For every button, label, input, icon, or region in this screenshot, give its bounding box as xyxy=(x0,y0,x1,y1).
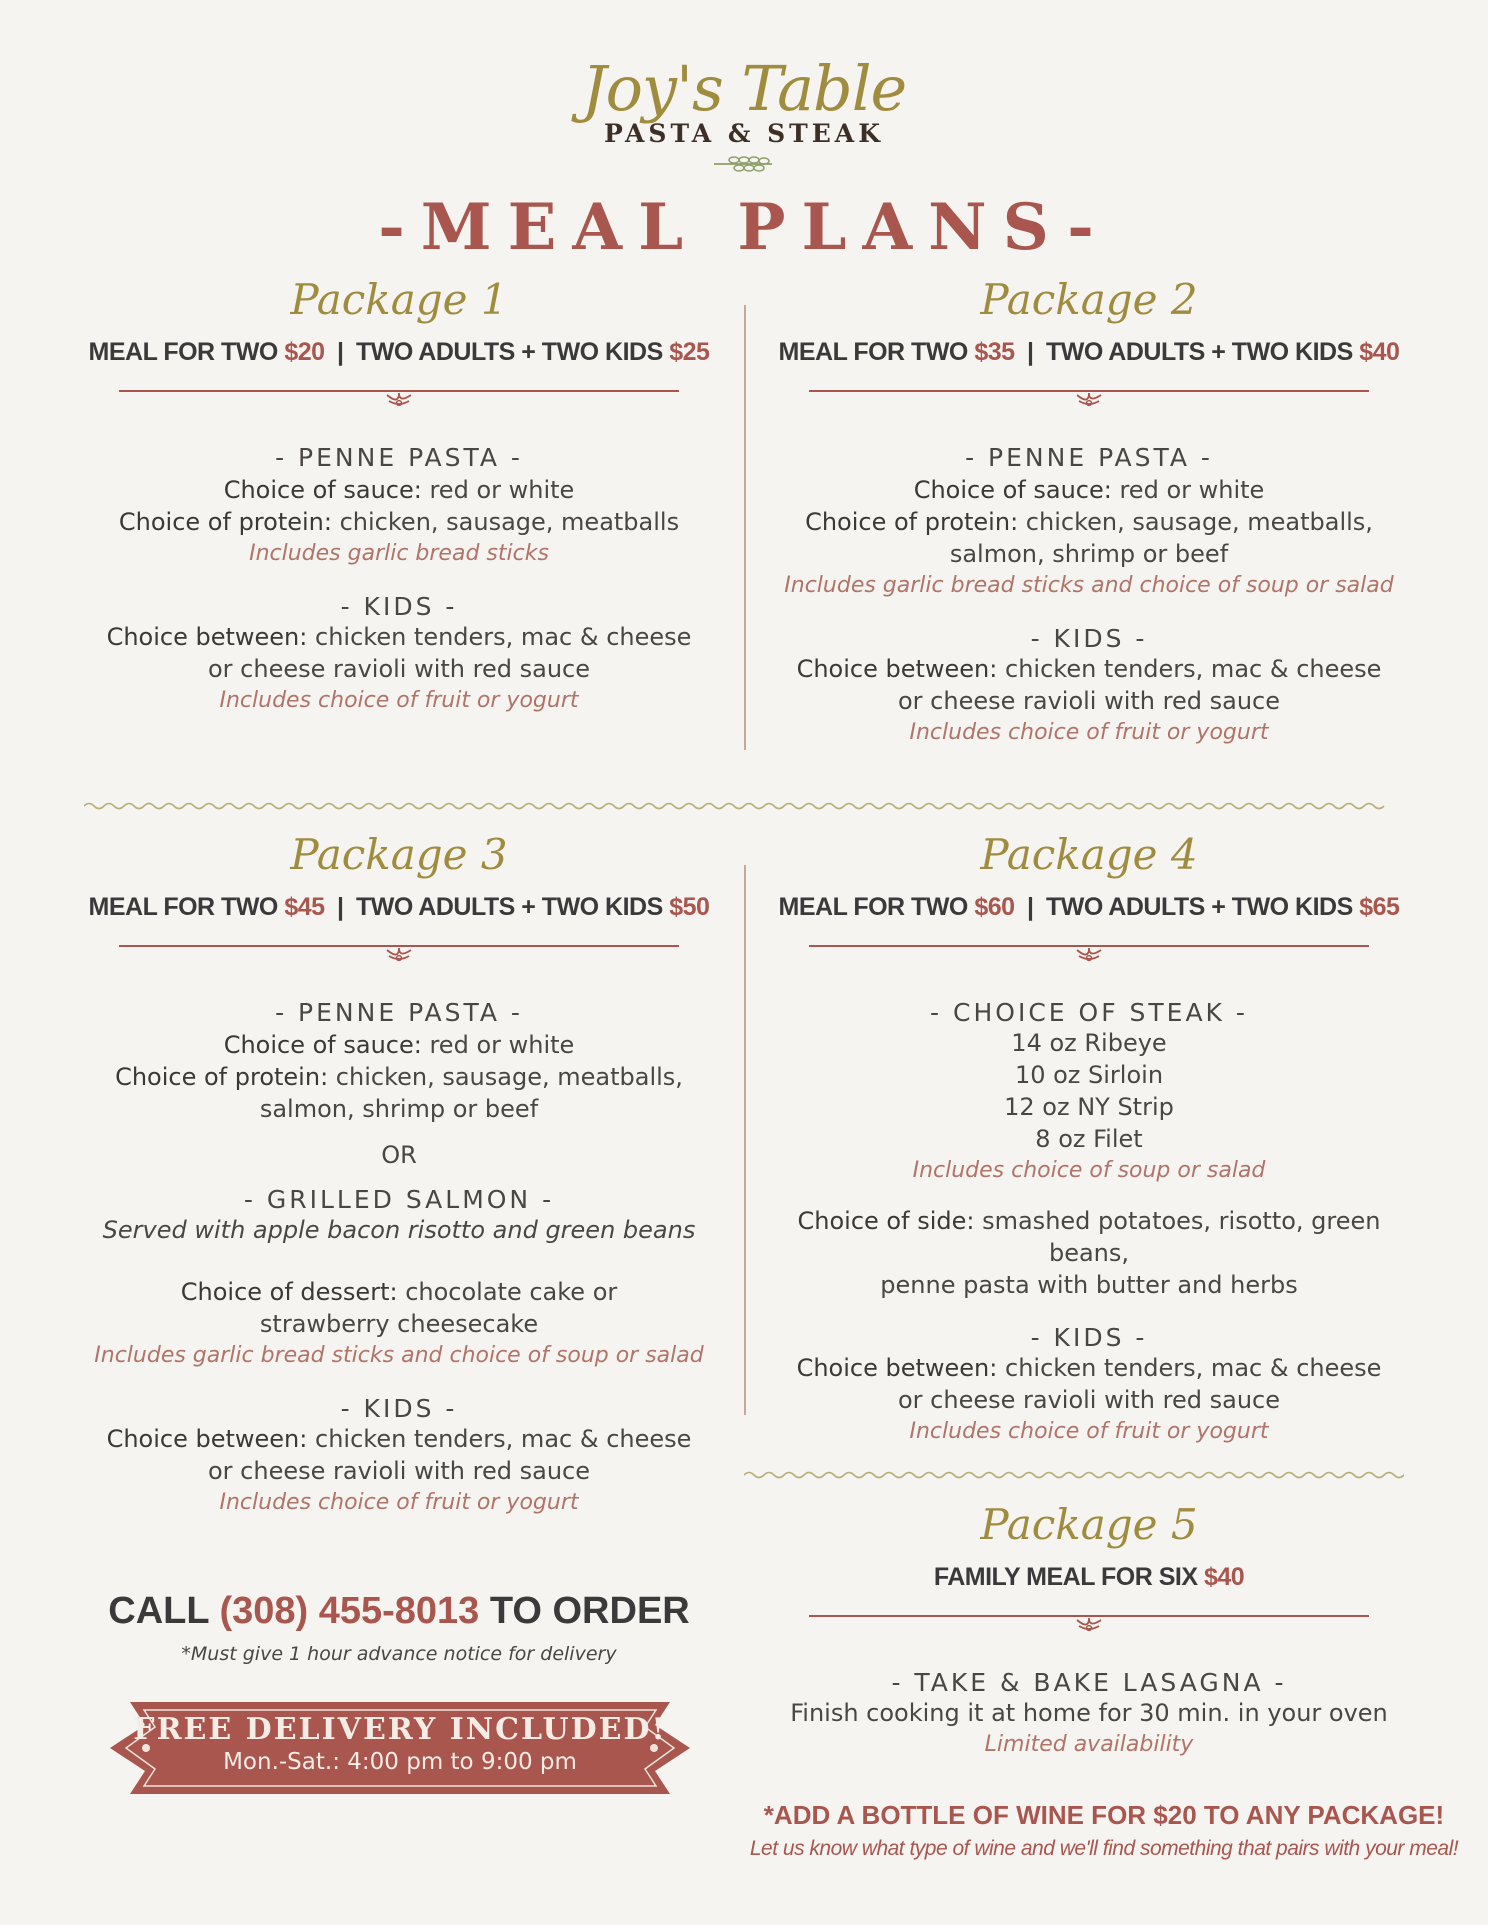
ornament-divider xyxy=(809,1610,1369,1634)
menu-line: Choice of protein: chicken, sausage, meatballs xyxy=(118,508,680,536)
price-line: MEAL FOR TWO $20 | TWO ADULTS + TWO KIDS $25 xyxy=(88,338,710,366)
section-heading: - KIDS - xyxy=(340,592,458,621)
price-line: MEAL FOR TWO $45 | TWO ADULTS + TWO KIDS $50 xyxy=(88,893,710,921)
phone-number[interactable]: (308) 455-8013 xyxy=(219,1590,480,1632)
page-title: -MEAL PLANS- xyxy=(378,190,1110,265)
section-heading: - PENNE PASTA - xyxy=(275,998,523,1027)
package-1 xyxy=(84,275,714,717)
logo-name: Joy's Table xyxy=(581,52,907,125)
menu-line: Finish cooking it at home for 30 min. in your oven xyxy=(790,1699,1388,1727)
price-value: $35 xyxy=(974,338,1015,366)
menu-line: Choice of sauce: red or white xyxy=(223,1031,575,1059)
package-title: Package 3 xyxy=(290,830,508,879)
column-divider-bottom xyxy=(744,865,746,1415)
menu-note: Includes choice of soup or salad xyxy=(912,1158,1266,1183)
menu-line: strawberry cheesecake xyxy=(259,1310,539,1338)
price-label: MEAL FOR TWO xyxy=(778,338,968,366)
menu-line: Choice between: chicken tenders, mac & cheese xyxy=(106,623,692,651)
menu-line: Choice of protein: chicken, sausage, meatballs, xyxy=(805,508,1373,536)
menu-line: Choice of sauce: red or white xyxy=(913,476,1265,504)
package-title: Package 5 xyxy=(980,1500,1198,1549)
price-value: $20 xyxy=(284,338,325,366)
menu-note: Limited availability xyxy=(984,1732,1194,1757)
price-label: MEAL FOR TWO xyxy=(88,338,278,366)
menu-line: Choice of protein: chicken, sausage, meatballs, xyxy=(115,1063,683,1091)
section-heading: - GRILLED SALMON - xyxy=(243,1185,555,1214)
price-label: TWO ADULTS + TWO KIDS xyxy=(1045,893,1353,921)
menu-line: Choice of side: smashed potatoes, risotto, green beans, xyxy=(797,1207,1381,1267)
section-heading: - PENNE PASTA - xyxy=(275,443,523,472)
price-label: MEAL FOR TWO xyxy=(88,893,278,921)
ornament-divider xyxy=(809,385,1369,409)
price-label: MEAL FOR TWO xyxy=(778,893,968,921)
price-line: MEAL FOR TWO $60 | TWO ADULTS + TWO KIDS $65 xyxy=(778,893,1400,921)
menu-line: Choice of dessert: chocolate cake or xyxy=(180,1278,618,1306)
price-value: $45 xyxy=(284,893,325,921)
call-prefix: CALL xyxy=(108,1590,209,1632)
package-title: Package 4 xyxy=(980,830,1198,879)
price-label: FAMILY MEAL FOR SIX xyxy=(933,1563,1198,1591)
menu-note: Includes garlic bread sticks xyxy=(249,541,549,566)
price-value: $40 xyxy=(1359,338,1400,366)
steak-item: 14 oz Ribeye xyxy=(1011,1029,1167,1057)
price-label: TWO ADULTS + TWO KIDS xyxy=(1045,338,1353,366)
package-title: Package 1 xyxy=(290,275,508,324)
leaf-sprig-icon xyxy=(712,154,776,172)
menu-line: or cheese ravioli with red sauce xyxy=(207,1457,590,1485)
menu-note: Includes choice of fruit or yogurt xyxy=(909,720,1269,745)
advance-notice: *Must give 1 hour advance notice for delivery xyxy=(181,1643,617,1665)
menu-line: penne pasta with butter and herbs xyxy=(880,1271,1298,1299)
price-line: MEAL FOR TWO $35 | TWO ADULTS + TWO KIDS $40 xyxy=(778,338,1400,366)
menu-line: Choice of sauce: red or white xyxy=(223,476,575,504)
package-2 xyxy=(774,275,1404,749)
menu-line: Choice between: chicken tenders, mac & cheese xyxy=(796,655,1382,683)
menu-note: Includes choice of fruit or yogurt xyxy=(909,1419,1269,1444)
menu-line: Served with apple bacon risotto and green beans xyxy=(102,1216,696,1244)
steak-item: 12 oz NY Strip xyxy=(1004,1093,1174,1121)
banner-hours: Mon.-Sat.: 4:00 pm to 9:00 pm xyxy=(223,1749,577,1775)
price-line xyxy=(774,1563,1404,1592)
section-heading: - KIDS - xyxy=(340,1394,458,1423)
column-divider-top xyxy=(744,305,746,750)
wine-promo xyxy=(744,1800,1464,1861)
wine-headline: *ADD A BOTTLE OF WINE FOR $20 TO ANY PACKAGE! xyxy=(763,1800,1445,1830)
banner-title: FREE DELIVERY INCLUDED! xyxy=(133,1712,667,1747)
package-3 xyxy=(84,830,714,1519)
steak-item: 10 oz Sirloin xyxy=(1014,1061,1164,1089)
call-line xyxy=(84,1590,714,1633)
section-heading: - TAKE & BAKE LASAGNA - xyxy=(891,1668,1287,1697)
section-heading: - PENNE PASTA - xyxy=(965,443,1213,472)
menu-line: or cheese ravioli with red sauce xyxy=(897,1386,1280,1414)
menu-note: Includes choice of fruit or yogurt xyxy=(219,1490,579,1515)
delivery-banner xyxy=(110,1702,690,1794)
menu-line: or cheese ravioli with red sauce xyxy=(897,687,1280,715)
call-to-order xyxy=(84,1590,714,1665)
menu-note: Includes choice of fruit or yogurt xyxy=(219,688,579,713)
wine-note: Let us know what type of wine and we'll find something that pairs with your meal! xyxy=(749,1837,1459,1860)
call-suffix: TO ORDER xyxy=(489,1590,690,1632)
package-title: Package 2 xyxy=(980,275,1198,324)
logo-tagline: PASTA & STEAK xyxy=(604,119,884,148)
menu-line: Choice between: chicken tenders, mac & cheese xyxy=(796,1354,1382,1382)
menu-line: Choice between: chicken tenders, mac & cheese xyxy=(106,1425,692,1453)
ornament-divider xyxy=(119,385,679,409)
section-heading: - KIDS - xyxy=(1030,624,1148,653)
steak-item: 8 oz Filet xyxy=(1035,1125,1143,1153)
price-value: $50 xyxy=(669,893,710,921)
ornament-divider xyxy=(119,940,679,964)
or-separator: OR xyxy=(381,1141,417,1169)
section-heading: - KIDS - xyxy=(1030,1323,1148,1352)
menu-line: or cheese ravioli with red sauce xyxy=(207,655,590,683)
logo xyxy=(0,52,1488,176)
price-value: $25 xyxy=(669,338,710,366)
section-heading: - CHOICE OF STEAK - xyxy=(930,998,1248,1027)
menu-note: Includes garlic bread sticks and choice of soup or salad xyxy=(784,573,1394,598)
wave-divider-package5 xyxy=(744,1470,1404,1480)
package-4 xyxy=(774,830,1404,1448)
ornament-divider xyxy=(809,940,1369,964)
menu-line: salmon, shrimp or beef xyxy=(949,540,1229,568)
package-5 xyxy=(774,1500,1404,1761)
price-value: $65 xyxy=(1359,893,1400,921)
menu-note: Includes garlic bread sticks and choice of soup or salad xyxy=(94,1343,704,1368)
price-value: $40 xyxy=(1203,1563,1245,1591)
price-value: $60 xyxy=(974,893,1015,921)
menu-line: salmon, shrimp or beef xyxy=(259,1095,539,1123)
price-label: TWO ADULTS + TWO KIDS xyxy=(355,338,663,366)
wave-divider-middle xyxy=(84,801,1404,811)
price-label: TWO ADULTS + TWO KIDS xyxy=(355,893,663,921)
